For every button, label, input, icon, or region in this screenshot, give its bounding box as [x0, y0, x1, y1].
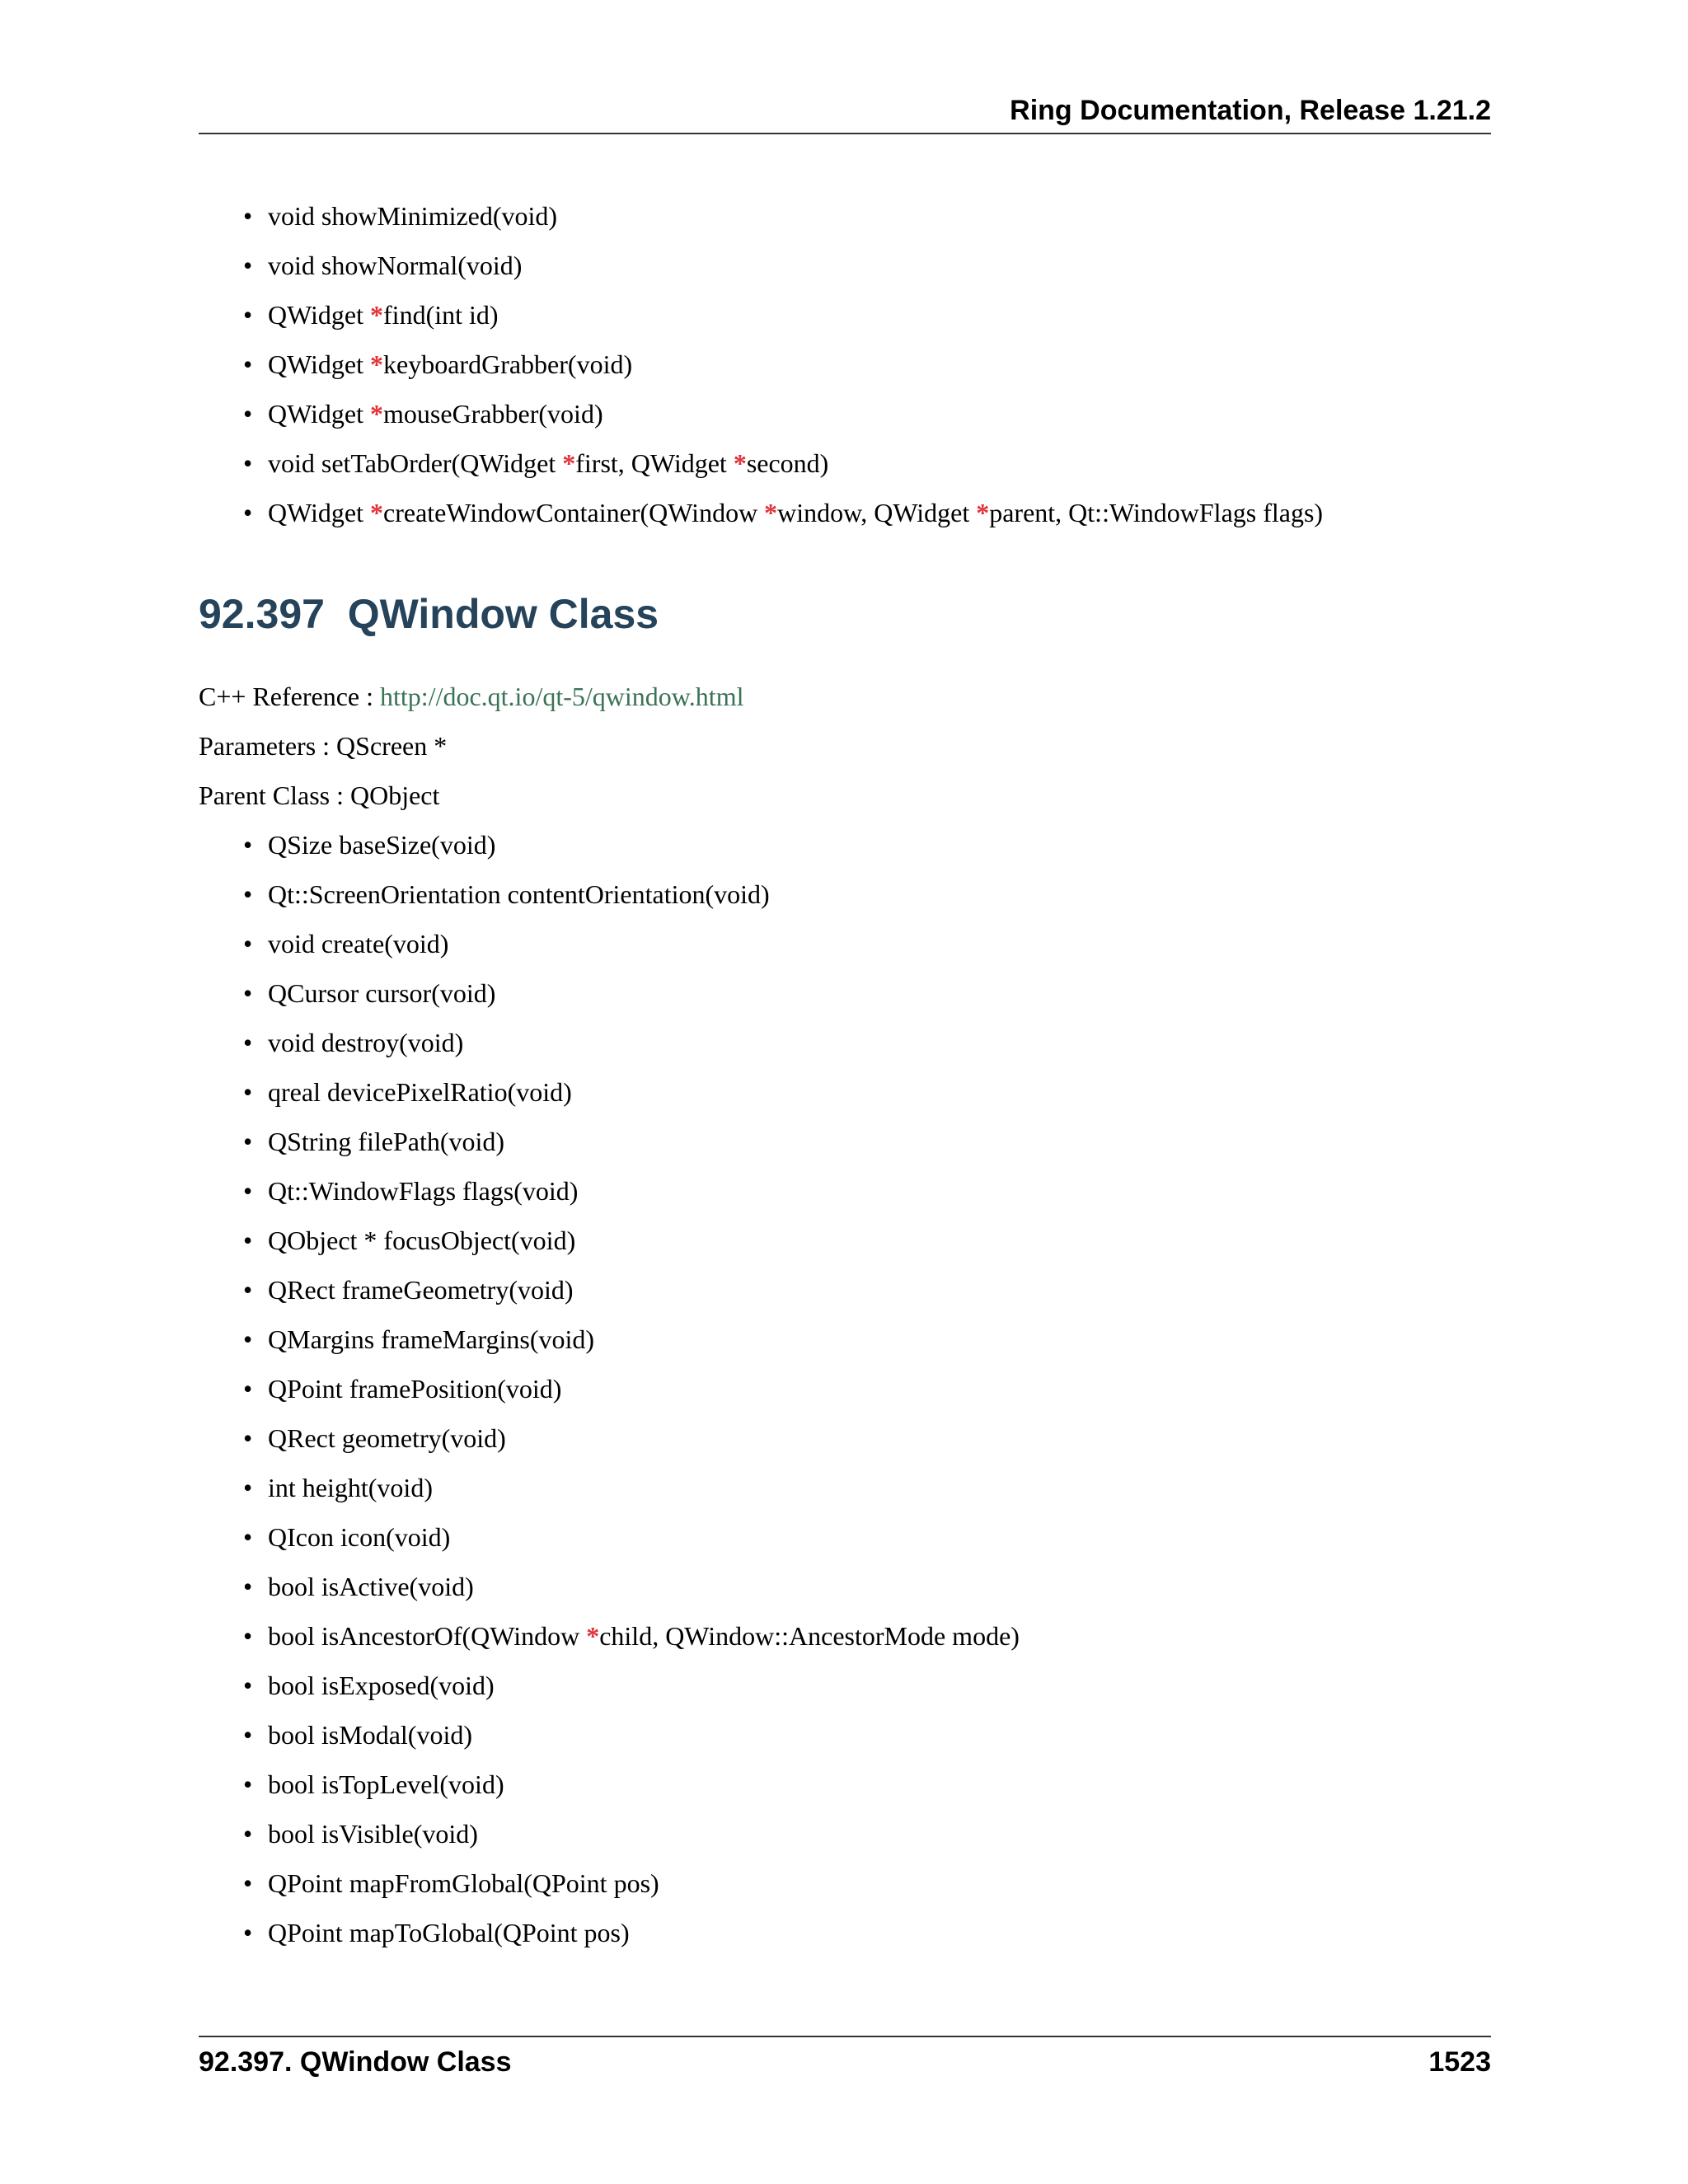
cpp-reference-link[interactable]: http://doc.qt.io/qt-5/qwindow.html [380, 682, 744, 711]
list-item: • QRect frameGeometry(void) [243, 1265, 1020, 1315]
list-item [243, 290, 1323, 340]
method-text: parent, Qt::WindowFlags flags) [989, 498, 1324, 527]
pointer-star: * [733, 448, 747, 478]
list-item: • void create(void) [243, 919, 1020, 968]
list-item: • qreal devicePixelRatio(void) [243, 1067, 1020, 1117]
parent-class-line: Parent Class : QObject [199, 780, 440, 810]
method-text: bool isAncestorOf(QWindow [268, 1621, 587, 1651]
pointer-star: * [562, 448, 576, 478]
list-item [243, 389, 1323, 438]
list-item: • QPoint mapFromGlobal(QPoint pos) [243, 1858, 1020, 1908]
list-item: • int height(void) [243, 1463, 1020, 1512]
list-item: • bool isActive(void) [243, 1562, 1020, 1611]
list-item: • QIcon icon(void) [243, 1512, 1020, 1562]
list-item [243, 340, 1323, 389]
header-title: Ring Documentation, Release 1.21.2 [1010, 95, 1491, 126]
method-text: void showMinimized(void) [268, 201, 558, 231]
list-item [243, 191, 1323, 241]
list-item: • bool isExposed(void) [243, 1661, 1020, 1710]
list-item [243, 438, 1323, 488]
pointer-star: * [370, 300, 384, 330]
list-item: • Qt::WindowFlags flags(void) [243, 1166, 1020, 1216]
list-item [243, 241, 1323, 290]
method-text: find(int id) [383, 300, 499, 330]
pointer-star: * [586, 1621, 600, 1651]
method-text: void setTabOrder(QWidget [268, 448, 563, 478]
method-text: void showNormal(void) [268, 251, 523, 280]
page-footer [199, 2036, 1491, 2080]
list-item: • bool isModal(void) [243, 1710, 1020, 1760]
section-number: 92.397 [199, 591, 325, 637]
cpp-reference-label: C++ Reference : [199, 682, 380, 711]
top-method-list [243, 191, 1323, 537]
footer-page-number: 1523 [1428, 2046, 1491, 2078]
list-item: • QPoint framePosition(void) [243, 1364, 1020, 1413]
section-title [199, 585, 659, 643]
parameters-line: Parameters : QScreen * [199, 731, 448, 761]
list-item: • void destroy(void) [243, 1018, 1020, 1067]
footer-section: 92.397. QWindow Class [199, 2046, 512, 2078]
pointer-star: * [370, 349, 384, 379]
cpp-reference [199, 672, 743, 721]
method-text: first, QWidget [575, 448, 734, 478]
method-text: keyboardGrabber(void) [383, 349, 633, 379]
method-text: createWindowContainer(QWindow [383, 498, 765, 527]
list-item: • QString filePath(void) [243, 1117, 1020, 1166]
list-item: • QRect geometry(void) [243, 1413, 1020, 1463]
pointer-star: * [370, 498, 384, 527]
page-header [199, 92, 1491, 134]
method-text: QWidget [268, 399, 371, 429]
list-item: • Qt::ScreenOrientation contentOrientation(void) [243, 869, 1020, 919]
pointer-star: * [370, 399, 384, 429]
method-text: second) [746, 448, 829, 478]
list-item: • QCursor cursor(void) [243, 968, 1020, 1018]
method-text: window, QWidget [777, 498, 977, 527]
section-name: QWindow Class [347, 591, 659, 637]
pointer-star: * [764, 498, 778, 527]
list-item: • QSize baseSize(void) [243, 820, 1020, 869]
list-item [243, 1611, 1020, 1661]
list-item: • bool isVisible(void) [243, 1809, 1020, 1858]
list-item [243, 488, 1323, 537]
method-text: QWidget [268, 300, 371, 330]
method-text: child, QWindow::AncestorMode mode) [599, 1621, 1020, 1651]
list-item: • bool isTopLevel(void) [243, 1760, 1020, 1809]
qwindow-method-list [243, 820, 1020, 1957]
method-text: QWidget [268, 349, 371, 379]
list-item: • QPoint mapToGlobal(QPoint pos) [243, 1908, 1020, 1957]
list-item: • QObject * focusObject(void) [243, 1216, 1020, 1265]
method-text: QWidget [268, 498, 371, 527]
method-text: mouseGrabber(void) [383, 399, 603, 429]
list-item: • QMargins frameMargins(void) [243, 1315, 1020, 1364]
pointer-star: * [976, 498, 990, 527]
